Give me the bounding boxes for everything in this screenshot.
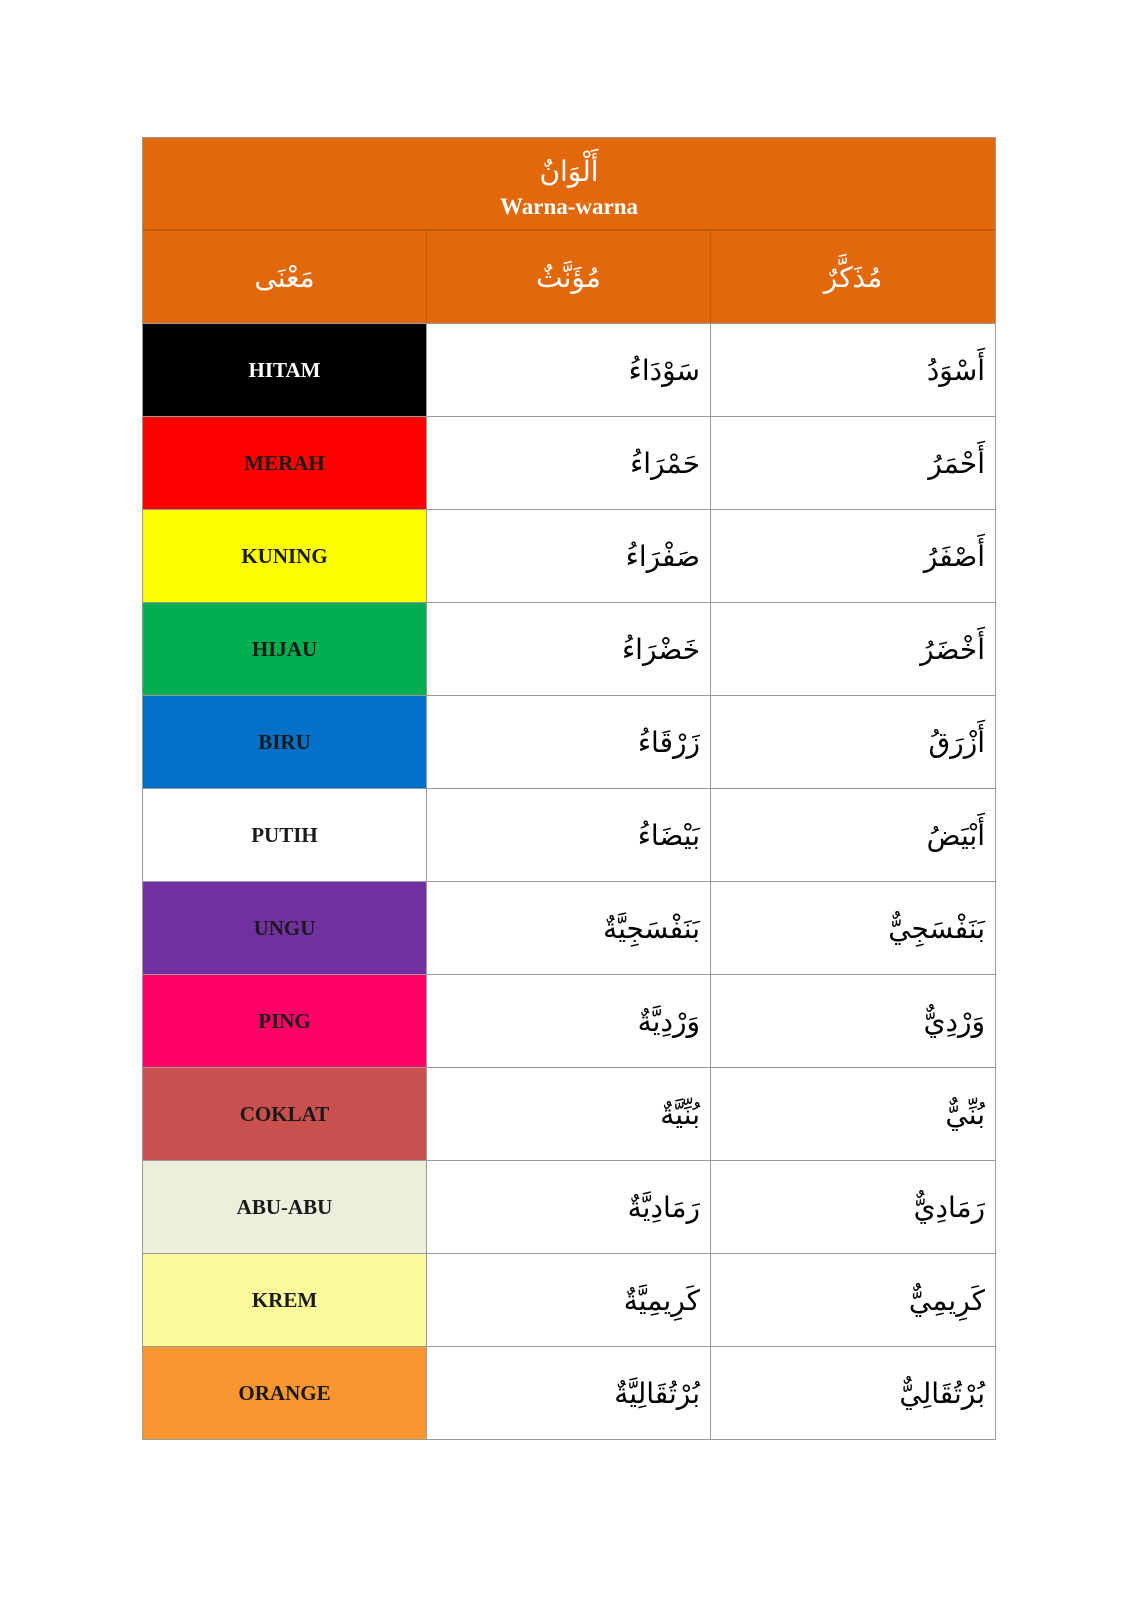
color-meaning-cell: ABU-ABU [143, 1161, 427, 1253]
masculine-word-cell: كَرِيمِيٌّ [711, 1254, 995, 1346]
feminine-word-cell: رَمَادِيَّةٌ [427, 1161, 711, 1253]
header-meaning: مَعْنَى [143, 231, 427, 323]
table-row [143, 509, 995, 602]
feminine-word-cell: بُرْتُقَالِيَّةٌ [427, 1347, 711, 1439]
feminine-word-cell: سَوْدَاءُ [427, 324, 711, 416]
masculine-word-cell: أَسْوَدُ [711, 324, 995, 416]
header-masculine: مُذَكَّرٌ [823, 260, 883, 294]
table-row [143, 1067, 995, 1160]
table-row [143, 974, 995, 1067]
color-meaning-cell: KUNING [143, 510, 427, 602]
masculine-word-cell: أَزْرَقُ [711, 696, 995, 788]
color-meaning-cell: PUTIH [143, 789, 427, 881]
table-row [143, 788, 995, 881]
color-meaning-cell: HITAM [143, 324, 427, 416]
masculine-word-cell: أَخْضَرُ [711, 603, 995, 695]
feminine-word-cell: خَضْرَاءُ [427, 603, 711, 695]
table-row [143, 1253, 995, 1346]
table-row [143, 602, 995, 695]
feminine-word-cell: بَيْضَاءُ [427, 789, 711, 881]
masculine-word-cell: وَرْدِيٌّ [711, 975, 995, 1067]
table-row [143, 881, 995, 974]
title-arabic: أَلْوَانٌ [539, 155, 599, 188]
table-row [143, 1160, 995, 1253]
header-feminine: مُؤَنَّثٌ [427, 231, 711, 323]
masculine-word-cell: بَنَفْسَجِيٌّ [711, 882, 995, 974]
table-row [143, 695, 995, 788]
color-meaning-cell: HIJAU [143, 603, 427, 695]
feminine-word-cell: زَرْقَاءُ [427, 696, 711, 788]
masculine-word-cell: أَحْمَرُ [711, 417, 995, 509]
masculine-word-cell: أَبْيَضُ [711, 789, 995, 881]
color-meaning-cell: COKLAT [143, 1068, 427, 1160]
table-body [143, 323, 995, 1439]
masculine-word-cell: بُرْتُقَالِيٌّ [711, 1347, 995, 1439]
header-row [143, 230, 995, 323]
feminine-word-cell: بَنَفْسَجِيَّةٌ [427, 882, 711, 974]
table-row [143, 416, 995, 509]
title-malay: Warna-warna [500, 194, 638, 219]
masculine-word-cell: بُنِّيٌّ [711, 1068, 995, 1160]
feminine-word-cell: صَفْرَاءُ [427, 510, 711, 602]
table-row [143, 323, 995, 416]
table-title [143, 138, 995, 230]
colors-table [142, 137, 996, 1440]
color-meaning-cell: UNGU [143, 882, 427, 974]
masculine-word-cell: أَصْفَرُ [711, 510, 995, 602]
table-row [143, 1346, 995, 1439]
feminine-word-cell: بُنِّيَّةٌ [427, 1068, 711, 1160]
masculine-word-cell: رَمَادِيٌّ [711, 1161, 995, 1253]
color-meaning-cell: MERAH [143, 417, 427, 509]
color-meaning-cell: KREM [143, 1254, 427, 1346]
feminine-word-cell: كَرِيمِيَّةٌ [427, 1254, 711, 1346]
color-meaning-cell: PING [143, 975, 427, 1067]
feminine-word-cell: وَرْدِيَّةٌ [427, 975, 711, 1067]
color-meaning-cell: BIRU [143, 696, 427, 788]
color-meaning-cell: ORANGE [143, 1347, 427, 1439]
feminine-word-cell: حَمْرَاءُ [427, 417, 711, 509]
